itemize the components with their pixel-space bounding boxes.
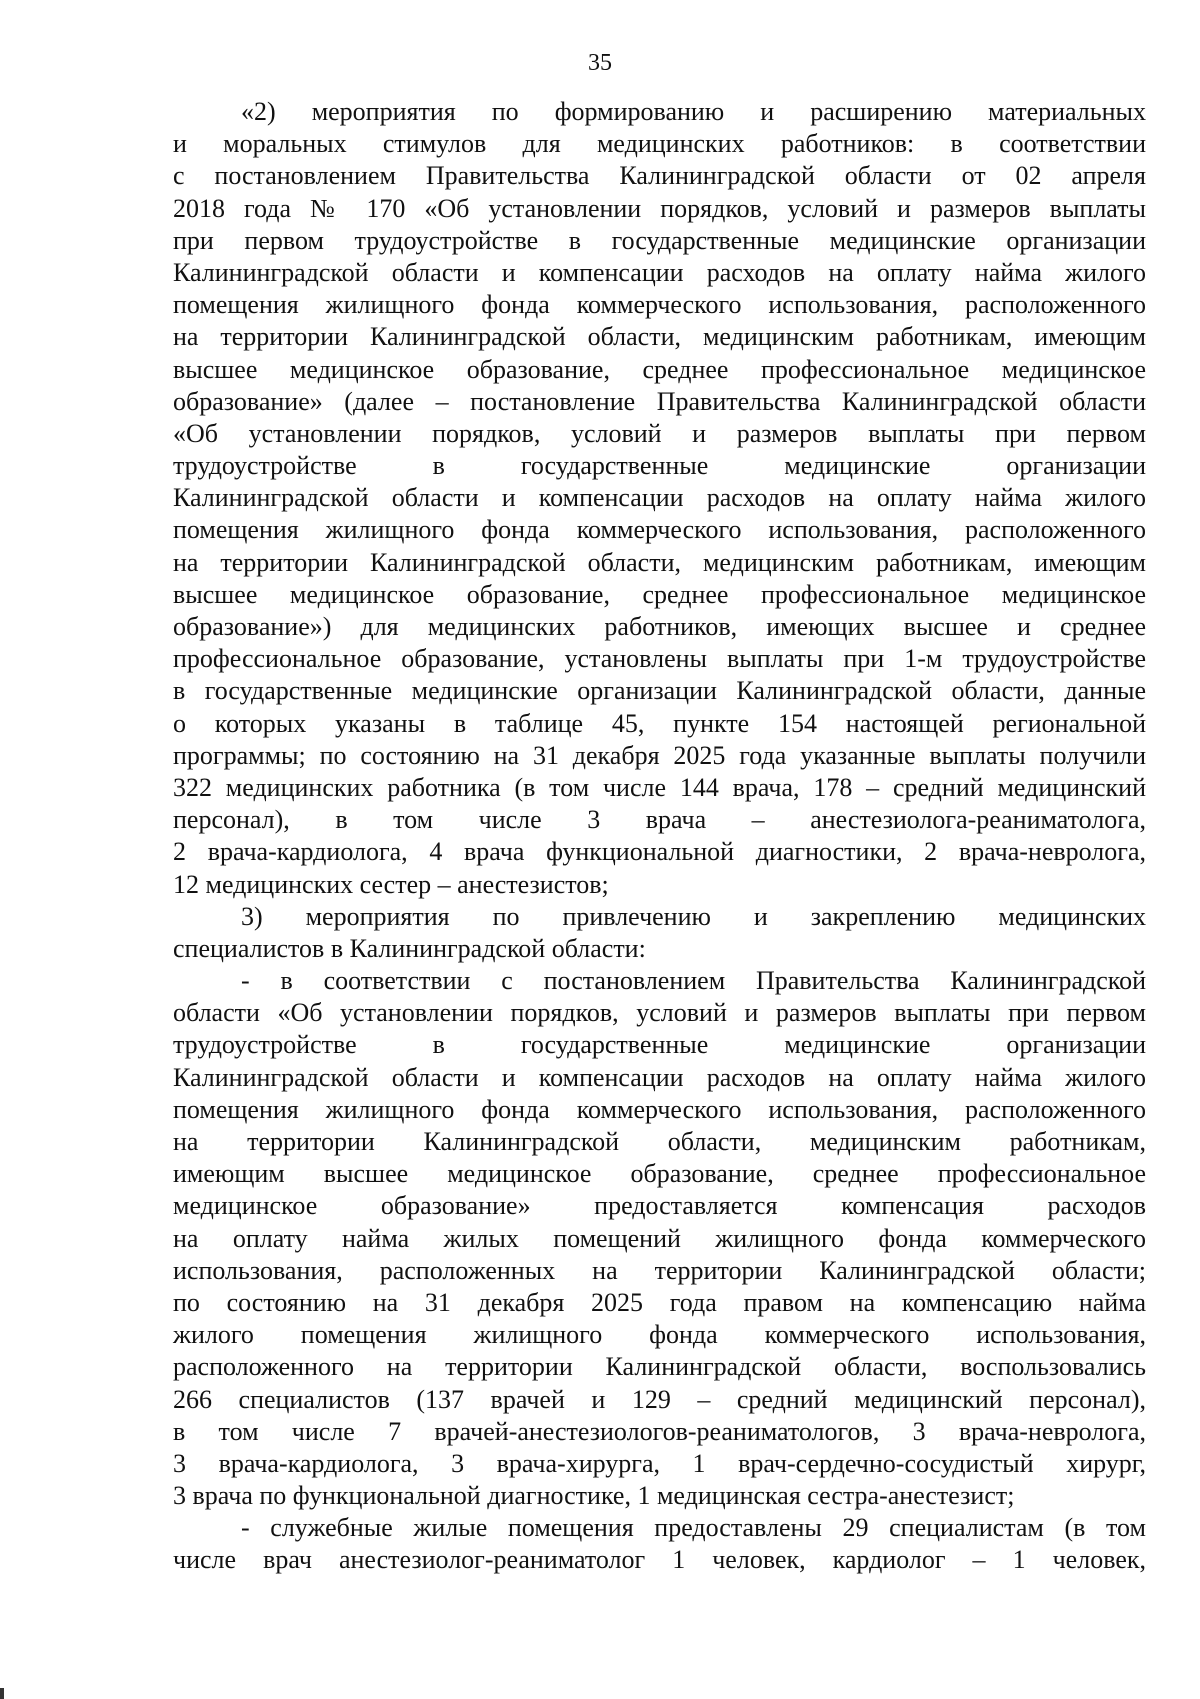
text-line: 3 врача-кардиолога, 3 врача-хирурга, 1 врач-сердечно-сосудистый хирург, [173, 1448, 1146, 1478]
text-line: 2018 года № 170 «Об установлении порядков, условий и размеров выплаты [173, 193, 1146, 223]
text-line: на территории Калининградской области, медицинским работникам, имеющим [173, 322, 1146, 352]
text-line: персонал), в том числе 3 врача – анестезиолога-реаниматолога, [173, 805, 1146, 835]
text-line: 2 врача-кардиолога, 4 врача функциональной диагностики, 2 врача-невролога, [173, 837, 1146, 867]
scan-edge-mark [0, 1688, 4, 1699]
text-line: области «Об установлении порядков, условий и размеров выплаты при первом [173, 998, 1146, 1028]
text-line: на оплату найма жилых помещений жилищного фонда коммерческого [173, 1223, 1146, 1253]
text-line: и моральных стимулов для медицинских работников: в соответствии [173, 129, 1146, 159]
text-line: имеющим высшее медицинское образование, среднее профессиональное [173, 1159, 1146, 1189]
text-line: «2) мероприятия по формированию и расширению материальных [241, 97, 1146, 126]
text-line: 266 специалистов (137 врачей и 129 – средний медицинский персонал), [173, 1384, 1146, 1414]
text-line: 3 врача по функциональной диагностике, 1 медицинская сестра-анестезист; [173, 1481, 1015, 1511]
text-line: помещения жилищного фонда коммерческого использования, расположенного [173, 1094, 1146, 1124]
text-line: помещения жилищного фонда коммерческого использования, расположенного [173, 515, 1146, 545]
text-line: специалистов в Калининградской области: [173, 933, 646, 963]
text-line: высшее медицинское образование, среднее профессиональное медицинское [173, 579, 1146, 609]
page-number: 35 [588, 50, 612, 76]
text-line: 3) мероприятия по привлечению и закреплению медицинских [241, 901, 1146, 931]
text-line: медицинское образование» предоставляется компенсация расходов [173, 1191, 1146, 1221]
text-line: расположенного на территории Калининградской области, воспользовались [173, 1352, 1146, 1382]
text-line: трудоустройстве в государственные медицинские организации [173, 451, 1146, 481]
text-line: программы; по состоянию на 31 декабря 2025 года указанные выплаты получили [173, 740, 1146, 770]
text-line: высшее медицинское образование, среднее профессиональное медицинское [173, 354, 1146, 384]
text-line: по состоянию на 31 декабря 2025 года правом на компенсацию найма [173, 1287, 1146, 1317]
text-line: о которых указаны в таблице 45, пункте 154 настоящей региональной [173, 708, 1146, 738]
text-line: Калининградской области и компенсации расходов на оплату найма жилого [173, 483, 1146, 513]
text-line: - служебные жилые помещения предоставлены 29 специалистам (в том [241, 1513, 1146, 1543]
text-line: числе врач анестезиолог-реаниматолог 1 человек, кардиолог – 1 человек, [173, 1545, 1146, 1575]
text-line: в государственные медицинские организации Калининградской области, данные [173, 676, 1146, 706]
text-line: образование») для медицинских работников, имеющих высшее и среднее [173, 612, 1146, 641]
text-line: профессиональное образование, установлены выплаты при 1-м трудоустройстве [173, 644, 1146, 674]
text-line: при первом трудоустройстве в государственные медицинские организации [173, 225, 1146, 255]
document-body [173, 96, 1146, 1577]
text-line: «Об установлении порядков, условий и размеров выплаты при первом [173, 418, 1146, 448]
text-line: Калининградской области и компенсации расходов на оплату найма жилого [173, 257, 1146, 287]
text-line: Калининградской области и компенсации расходов на оплату найма жилого [173, 1062, 1146, 1092]
text-line: помещения жилищного фонда коммерческого использования, расположенного [173, 290, 1146, 320]
text-line: в том числе 7 врачей-анестезиологов-реаниматологов, 3 врача-невролога, [173, 1416, 1146, 1446]
text-line: на территории Калининградской области, медицинским работникам, имеющим [173, 547, 1146, 577]
text-line: жилого помещения жилищного фонда коммерческого использования, [173, 1320, 1146, 1350]
text-line: образование» (далее – постановление Правительства Калининградской области [173, 386, 1146, 416]
text-line: 322 медицинских работника (в том числе 144 врача, 178 – средний медицинский [173, 772, 1146, 802]
text-line: с постановлением Правительства Калининградской области от 02 апреля [173, 161, 1146, 191]
text-line: - в соответствии с постановлением Правительства Калининградской [241, 966, 1146, 996]
text-line: на территории Калининградской области, медицинским работникам, [173, 1127, 1146, 1156]
text-line: 12 медицинских сестер – анестезистов; [173, 869, 609, 899]
text-line: трудоустройстве в государственные медицинские организации [173, 1030, 1146, 1060]
text-line: использования, расположенных на территории Калининградской области; [173, 1255, 1146, 1285]
